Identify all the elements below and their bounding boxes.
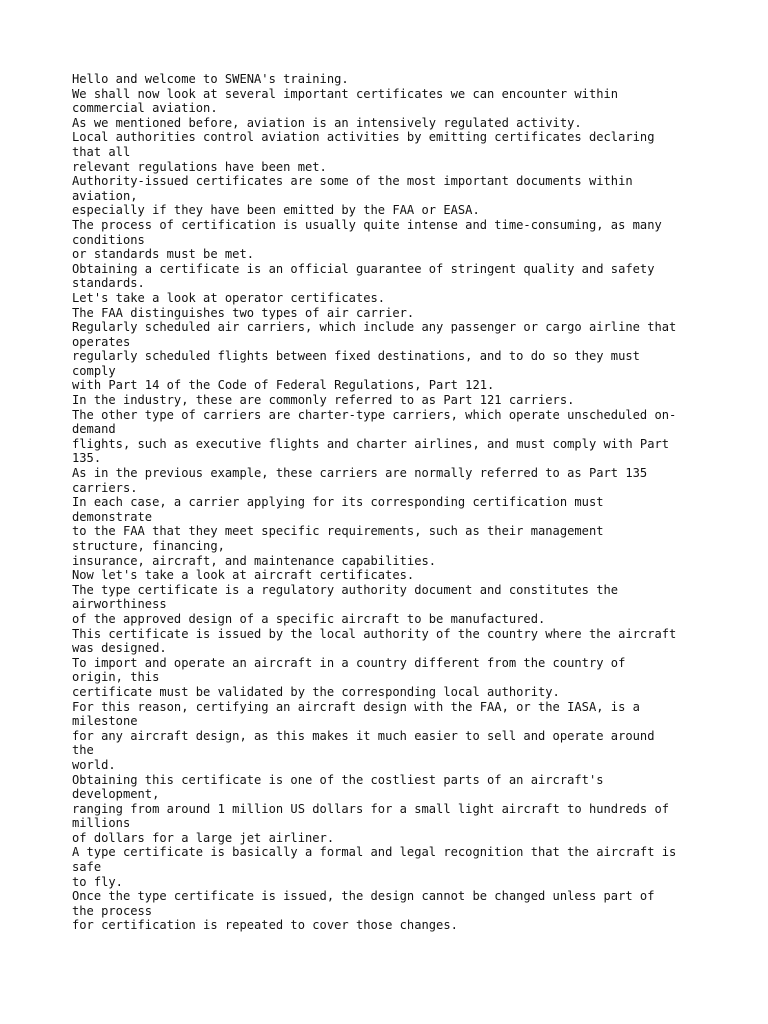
text-line: aviation, [72,188,138,203]
text-line: with Part 14 of the Code of Federal Regulations, Part 121. [72,378,495,393]
text-line: regularly scheduled flights between fixed destinations, and to do so they must [72,349,640,364]
text-line: development, [72,787,160,802]
text-line: was designed. [72,641,167,656]
transcript-text [72,72,712,933]
text-line: ranging from around 1 million US dollars for a small light aircraft to hundreds of [72,801,670,816]
text-line: demand [72,422,116,437]
text-line: world. [72,757,116,772]
text-line: comply [72,363,116,378]
text-line: certificate must be validated by the corresponding local authority. [72,684,560,699]
text-line: Obtaining a certificate is an official guarantee of stringent quality and safety [72,261,655,276]
text-line: the process [72,903,153,918]
text-line: relevant regulations have been met. [72,159,327,174]
text-line: airworthiness [72,597,167,612]
text-line: safe [72,860,102,875]
text-line: A type certificate is basically a formal and legal recognition that the aircraft is [72,845,677,860]
text-line: millions [72,816,131,831]
text-line: Hello and welcome to SWENA's training. [72,72,349,86]
text-line: of dollars for a large jet airliner. [72,830,335,845]
text-line: Local authorities control aviation activities by emitting certificates declaring [72,130,655,145]
text-line: The process of certification is usually quite intense and time-consuming, as many [72,217,662,232]
text-line: to the FAA that they meet specific requirements, such as their management [72,524,604,539]
text-line: the [72,743,94,758]
text-line: structure, financing, [72,539,225,553]
text-line: For this reason, certifying an aircraft design with the FAA, or the IASA, is a [72,699,640,714]
text-line: This certificate is issued by the local authority of the country where the aircraft [72,626,677,641]
text-line: standards. [72,276,145,291]
text-line: To import and operate an aircraft in a country different from the country of [72,655,626,670]
text-line: As in the previous example, these carriers are normally referred to as Part 135 [72,466,648,481]
text-line: of the approved design of a specific aircraft to be manufactured. [72,611,546,626]
text-line: operates [72,334,131,349]
text-line: especially if they have been emitted by the FAA or EASA. [72,203,480,218]
text-line: As we mentioned before, aviation is an intensively regulated activity. [72,115,582,130]
text-line: milestone [72,714,138,729]
text-line: conditions [72,232,145,247]
text-line: In the industry, these are commonly referred to as Part 121 carriers. [72,393,575,408]
text-line: that all [72,144,131,159]
text-line: The type certificate is a regulatory authority document and constitutes the [72,582,619,597]
text-line: We shall now look at several important certificates we can encounter within [72,86,619,101]
text-line: insurance, aircraft, and maintenance capabilities. [72,553,437,568]
text-line: for certification is repeated to cover those changes. [72,918,458,933]
text-line: Once the type certificate is issued, the design cannot be changed unless part of [72,889,655,904]
text-line: commercial aviation. [72,101,218,116]
text-line: carriers. [72,480,138,495]
text-line: Let's take a look at operator certificates. [72,290,386,305]
text-line: In each case, a carrier applying for its corresponding certification must [72,495,604,510]
text-line: or standards must be met. [72,247,255,262]
text-line: Obtaining this certificate is one of the costliest parts of an aircraft's [72,772,604,787]
text-line: Authority-issued certificates are some of the most important documents within [72,174,633,189]
text-line: The FAA distinguishes two types of air carrier. [72,305,415,320]
text-line: for any aircraft design, as this makes it much easier to sell and operate around [72,728,655,743]
text-line: demonstrate [72,509,153,524]
text-line: Regularly scheduled air carriers, which include any passenger or cargo airline that [72,320,677,335]
text-line: origin, this [72,670,160,685]
text-line: flights, such as executive flights and charter airlines, and must comply with Part [72,436,670,451]
text-line: 135. [72,451,102,466]
text-line: The other type of carriers are charter-type carriers, which operate unscheduled on- [72,407,677,422]
text-line: Now let's take a look at aircraft certificates. [72,568,415,583]
text-line: to fly. [72,874,123,889]
